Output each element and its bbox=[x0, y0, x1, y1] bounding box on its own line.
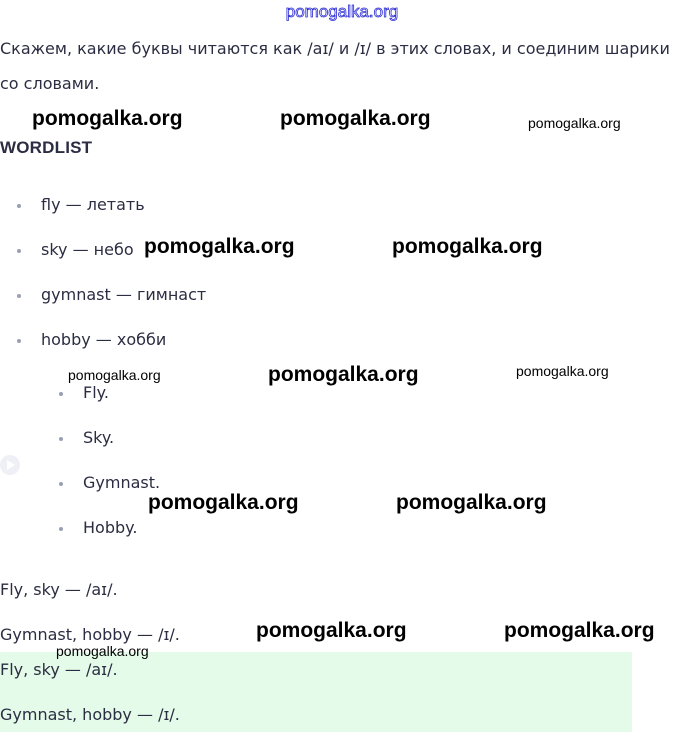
highlight-line-2: Gymnast, hobby — /ɪ/. bbox=[0, 705, 180, 724]
watermark: pomogalka.org bbox=[68, 367, 161, 383]
watermark: pomogalka.org bbox=[256, 619, 407, 642]
list-item: hobby — хобби bbox=[41, 328, 206, 373]
bullet-icon bbox=[59, 392, 63, 396]
result-line-1: Fly, sky — /aɪ/. bbox=[0, 580, 118, 599]
list-item: Sky. bbox=[83, 426, 160, 471]
wordlist bbox=[41, 193, 206, 373]
watermark: pomogalka.org bbox=[32, 107, 183, 130]
site-watermark-logo: pomogalka.org bbox=[285, 2, 399, 21]
watermark: pomogalka.org bbox=[148, 491, 299, 514]
watermark: pomogalka.org bbox=[56, 643, 149, 659]
bullet-icon bbox=[17, 294, 21, 298]
watermark: pomogalka.org bbox=[516, 363, 609, 379]
side-toggle-button[interactable] bbox=[0, 455, 20, 475]
watermark: pomogalka.org bbox=[280, 107, 431, 130]
list-item: Hobby. bbox=[83, 516, 160, 561]
list-item: gymnast — гимнаст bbox=[41, 283, 206, 328]
list-item: Fly. bbox=[83, 381, 160, 426]
intro-text: Скажем, какие буквы читаются как /aɪ/ и /ɪ/ в этих словах, и соединим шарики со словами. bbox=[0, 39, 670, 93]
wordlist-heading: WORDLIST bbox=[0, 138, 93, 157]
watermark: pomogalka.org bbox=[504, 619, 655, 642]
bullet-icon bbox=[59, 437, 63, 441]
watermark: pomogalka.org bbox=[396, 491, 547, 514]
highlight-line-1: Fly, sky — /aɪ/. bbox=[0, 660, 118, 679]
bullet-icon bbox=[59, 527, 63, 531]
watermark: pomogalka.org bbox=[268, 363, 419, 386]
watermark: pomogalka.org bbox=[144, 235, 295, 258]
list-item: sky — небо bbox=[41, 238, 206, 283]
watermark: pomogalka.org bbox=[528, 115, 621, 131]
bullet-icon bbox=[17, 339, 21, 343]
bullet-icon bbox=[59, 482, 63, 486]
bullet-icon bbox=[17, 204, 21, 208]
list-item: Gymnast. bbox=[83, 471, 160, 516]
bullet-icon bbox=[17, 249, 21, 253]
list-item: fly — летать bbox=[41, 193, 206, 238]
result-line-2: Gymnast, hobby — /ɪ/. bbox=[0, 625, 180, 644]
watermark: pomogalka.org bbox=[392, 235, 543, 258]
answer-list bbox=[83, 381, 160, 561]
